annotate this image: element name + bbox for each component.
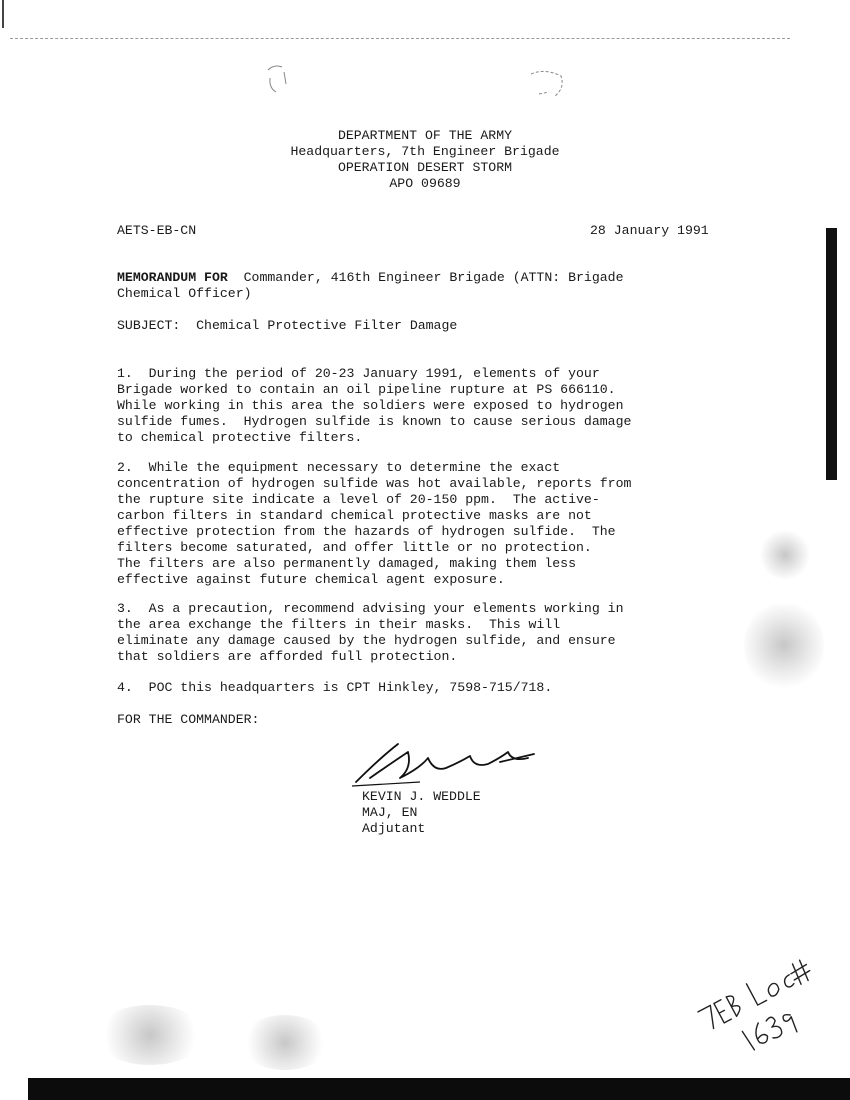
scan-noise [760,530,810,580]
paragraph-2 [117,460,737,588]
faint-stamp-mark [525,64,571,104]
handwritten-signature [350,738,540,788]
paragraph-line: sulfide fumes. Hydrogen sulfide is known to cause serious damage [117,414,632,429]
paragraph-line: While working in this area the soldiers were exposed to hydrogen [117,398,624,413]
office-symbol: AETS-EB-CN [117,223,197,238]
paragraph-line: 2. While the equipment necessary to determine the exact [117,460,561,475]
memorandum-for [117,270,737,302]
scan-bottom-edge-bar [28,1078,850,1100]
paragraph-line: The filters are also permanently damaged, making them less [117,556,576,571]
subject-label: SUBJECT: [117,318,181,333]
paragraph-line: effective against future chemical agent exposure. [117,572,505,587]
paragraph-line: eliminate any damage caused by the hydrogen sulfide, and ensure [117,633,616,648]
apo-line: APO 09689 [389,176,461,191]
paragraph-line: the area exchange the filters in their masks. This will [117,617,561,632]
paragraph-line: that soldiers are afforded full protection. [117,649,458,664]
paragraph-line: to chemical protective filters. [117,430,363,445]
memo-date: 28 January 1991 [590,223,709,238]
signer-rank: MAJ, EN [362,805,418,820]
paragraph-line: 4. POC this headquarters is CPT Hinkley, 7598-715/718. [117,680,553,695]
signer-name: KEVIN J. WEDDLE [362,789,481,804]
faint-stamp-mark [260,58,300,98]
paragraph-line: effective protection from the hazards of hydrogen sulfide. The [117,524,616,539]
paragraph-line: 1. During the period of 20-23 January 1991, elements of your [117,366,600,381]
scan-noise [95,1005,205,1065]
paragraph-4 [117,680,737,696]
scan-noise [744,600,824,690]
signature-block [362,789,481,837]
unit-line: Headquarters, 7th Engineer Brigade [290,144,560,159]
department-line: DEPARTMENT OF THE ARMY [337,128,513,143]
subject [117,318,737,334]
scan-right-edge-bar [826,228,837,480]
scan-top-dashed-line [10,38,790,39]
paragraph-line: filters become saturated, and offer little or no protection. [117,540,592,555]
paragraph-line: Brigade worked to contain an oil pipeline rupture at PS 666110. [117,382,616,397]
for-the-commander-label: FOR THE COMMANDER: [117,712,260,727]
paragraph-1 [117,366,737,446]
handwritten-archive-note [688,942,828,1052]
paragraph-3 [117,601,737,665]
letterhead [200,128,650,192]
scan-noise [240,1015,330,1070]
addressee-line: Chemical Officer) [117,286,252,301]
paragraph-line: the rupture site indicate a level of 20-150 ppm. The active- [117,492,600,507]
signer-title: Adjutant [362,821,426,836]
paragraph-line: concentration of hydrogen sulfide was hot available, reports from [117,476,632,491]
scan-edge-mark [2,0,4,28]
subject-text: Chemical Protective Filter Damage [196,318,458,333]
paragraph-line: carbon filters in standard chemical protective masks are not [117,508,592,523]
paragraph-line: 3. As a precaution, recommend advising your elements working in [117,601,624,616]
addressee-line: Commander, 416th Engineer Brigade (ATTN: Brigade [243,270,624,285]
operation-line: OPERATION DESERT STORM [337,160,513,175]
for-the-commander [117,712,737,728]
memorandum-for-label: MEMORANDUM FOR [117,270,228,285]
